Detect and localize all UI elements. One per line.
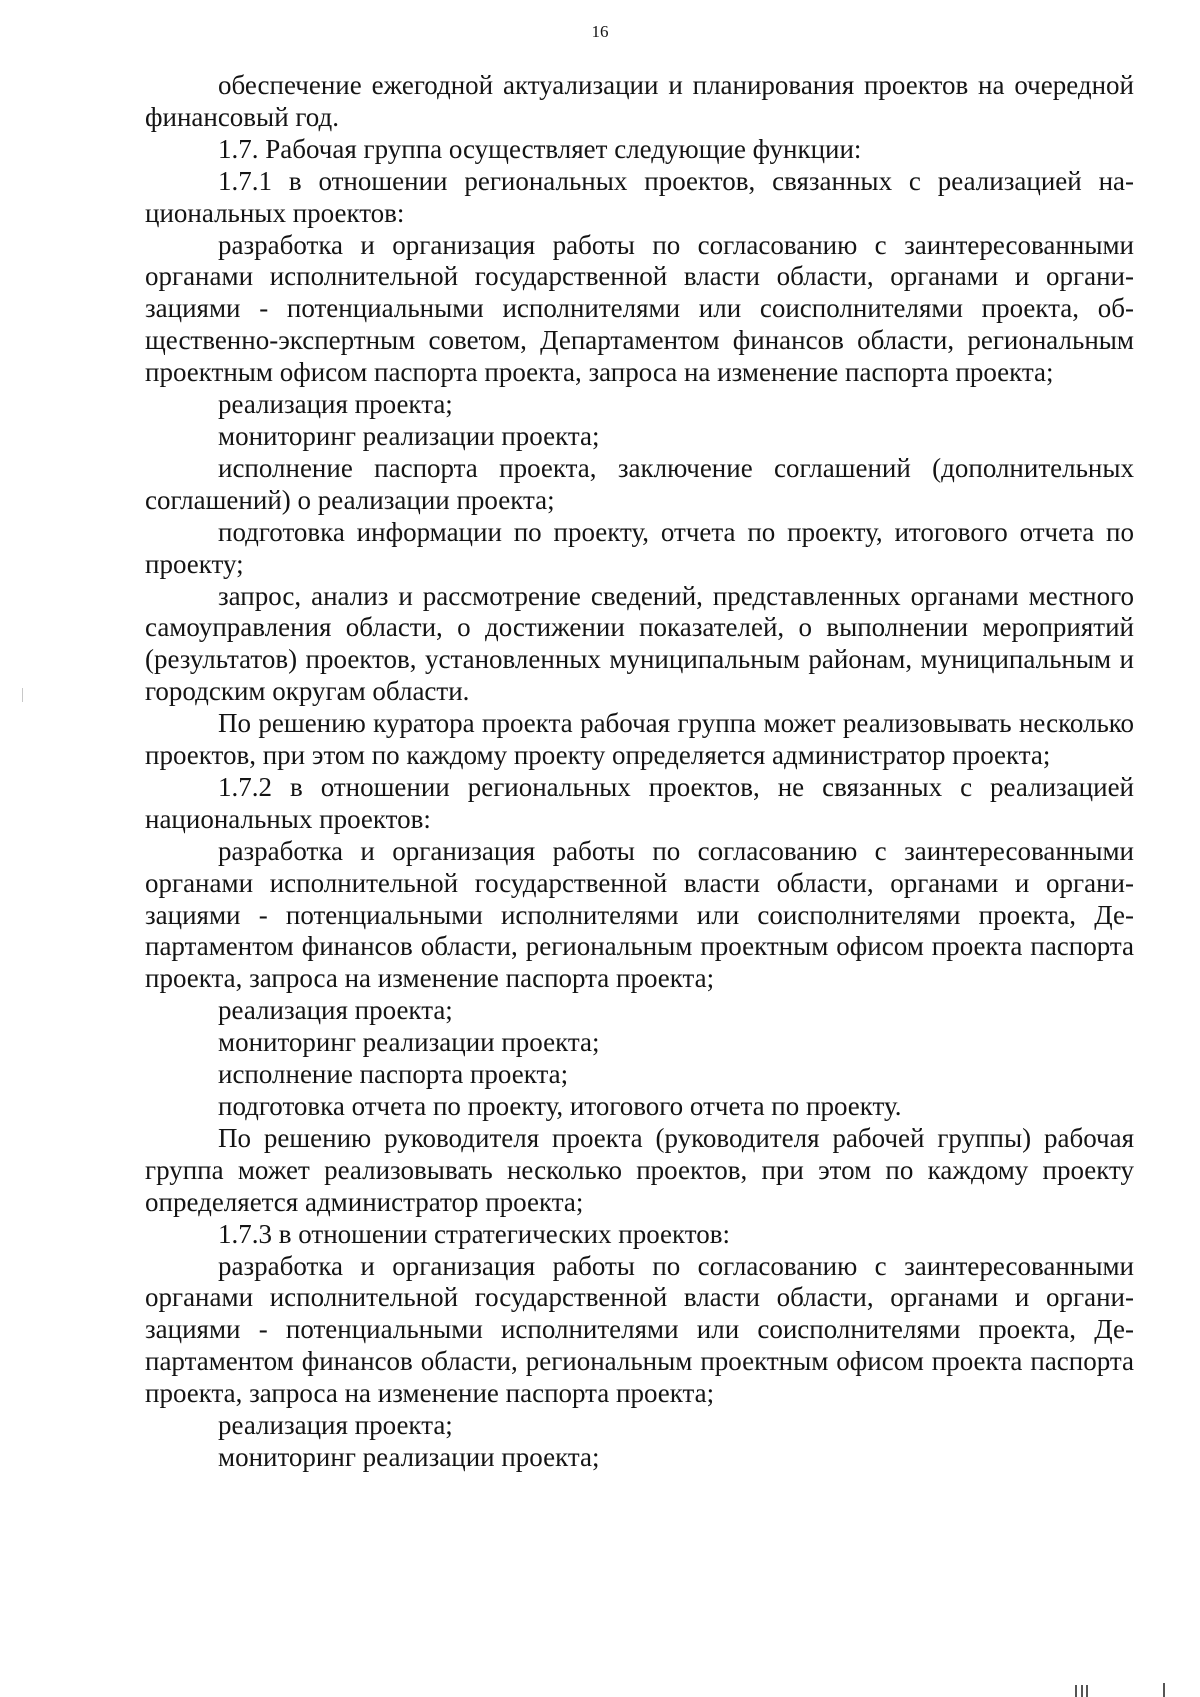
paragraph: реализация проекта;	[218, 1410, 453, 1441]
paragraph: реализация проекта;	[218, 995, 453, 1026]
paragraph: мониторинг реализации проекта;	[218, 420, 600, 451]
page-number: 16	[591, 22, 609, 41]
paragraph: 1.7.2 в отношении региональных проектов, не связанных с реализацией национальных проектов:	[145, 771, 1134, 834]
paragraph: 1.7.3 в отношении стратегических проектов:	[218, 1218, 730, 1249]
scan-edge-marks	[1075, 1680, 1200, 1697]
paragraph: 1.7. Рабочая группа осуществляет следующие функции:	[218, 133, 862, 164]
paragraph: мониторинг реализации проекта;	[218, 1027, 600, 1058]
paragraph: разработка и организация работы по согласованию с заинтересованными органами исполнительной государственной власти области, органами и организациями - потенциальными исполнителями или соисполнителями проекта, Департаментом финансов области, региональным проектным офисом проекта паспорта проекта, запроса на изменение паспорта проекта;	[145, 835, 1134, 994]
paragraph: обеспечение ежегодной актуализации и планирования проектов на очередной финансовый год.	[145, 70, 1134, 132]
paragraph: По решению руководителя проекта (руководителя рабочей группы) рабочая группа может реализовывать несколько проектов, при этом по каждому проекту определяется администратор проекта;	[145, 1122, 1134, 1217]
paragraph: исполнение паспорта проекта, заключение соглашений (дополнительных соглашений) о реализации проекта;	[145, 452, 1134, 515]
paragraph: разработка и организация работы по согласованию с заинтересованными органами исполнительной государственной власти области, органами и организациями - потенциальными исполнителями или соисполнителями проекта, Департаментом финансов области, региональным проектным офисом проекта паспорта проекта, запроса на изменение паспорта проекта;	[145, 1250, 1134, 1409]
paragraph: мониторинг реализации проекта;	[218, 1441, 600, 1472]
paragraph: разработка и организация работы по согласованию с заинтересованными органами исполнительной государственной власти области, органами и организациями - потенциальными исполнителями или соисполнителями проекта, общественно-экспертным советом, Департаментом финансов области, региональным проектным офисом паспорта проекта, запроса на изменение паспорта проекта;	[145, 229, 1134, 388]
paragraph: реализация проекта;	[218, 389, 453, 420]
paragraph: подготовка отчета по проекту, итогового отчета по проекту.	[218, 1091, 902, 1121]
paragraph: По решению куратора проекта рабочая группа может реализовывать несколько проектов, при этом по каждому проекту определяется администратор проекта;	[145, 708, 1134, 771]
paragraph: исполнение паспорта проекта;	[218, 1059, 569, 1090]
paragraph: 1.7.1 в отношении региональных проектов, связанных с реализацией национальных проектов:	[145, 165, 1134, 228]
document-body	[145, 70, 1134, 1474]
scan-margin-mark	[22, 688, 23, 702]
paragraph: подготовка информации по проекту, отчета по проекту, итогового отчета по проекту;	[145, 516, 1134, 579]
paragraph: запрос, анализ и рассмотрение сведений, представленных органами местного самоуправления области, о достижении показателей, о выполнении мероприятий (результатов) проектов, установленных муниципальным районам, муниципальным и городским округам области.	[145, 580, 1134, 707]
